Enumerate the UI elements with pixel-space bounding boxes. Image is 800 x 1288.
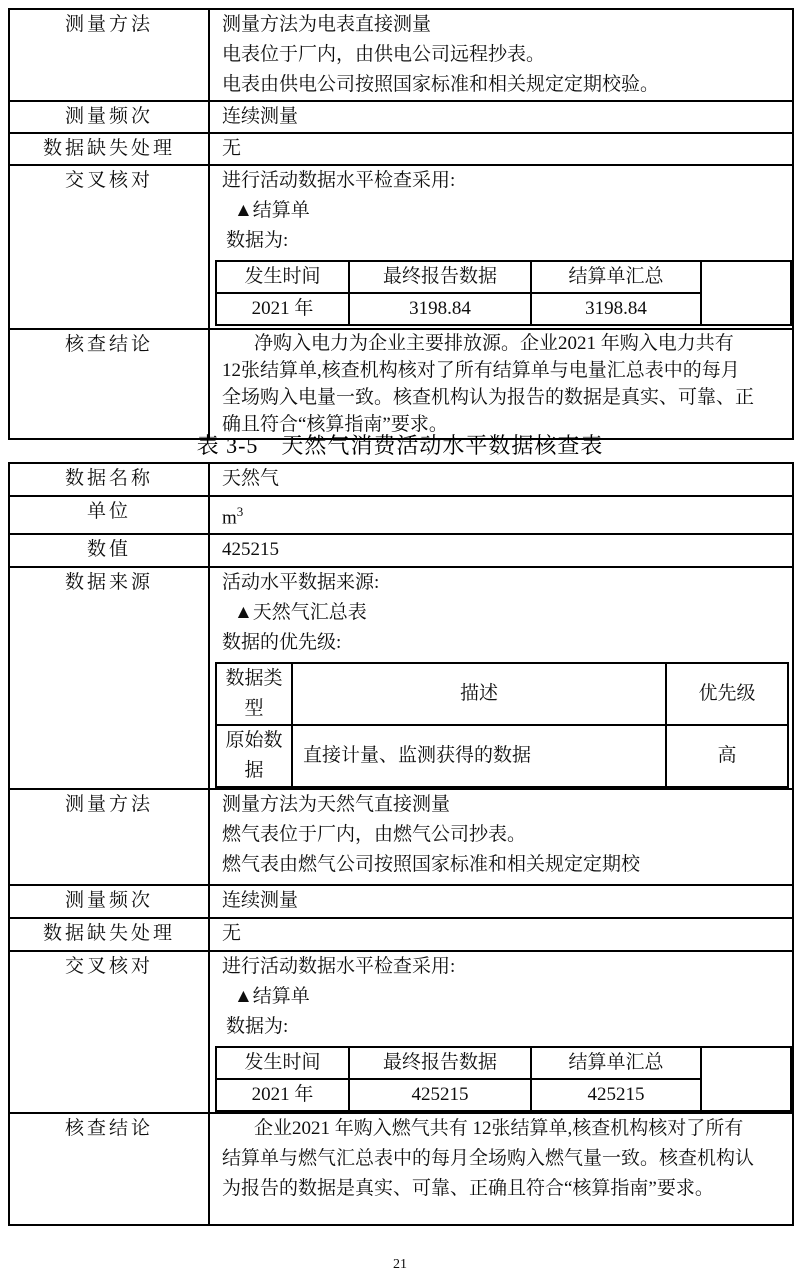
row-label: 交叉核对	[9, 951, 209, 1113]
table-row-data-name	[9, 463, 793, 496]
column-header: 最终报告数据	[349, 1047, 531, 1079]
text-line: 活动水平数据来源:	[222, 572, 380, 594]
table-row-missing-data	[9, 918, 793, 951]
column-header: 数据类型	[216, 663, 292, 725]
row-content	[209, 567, 793, 789]
row-label: 数值	[9, 534, 209, 567]
text-line: ▲结算单	[234, 200, 310, 221]
row-label: 测量方法	[9, 9, 209, 101]
row-content	[209, 133, 793, 165]
row-label: 交叉核对	[9, 165, 209, 329]
table-row-measurement-frequency	[9, 101, 793, 133]
row-label: 单位	[9, 496, 209, 534]
row-label: 数据缺失处理	[9, 133, 209, 165]
column-header: 描述	[292, 663, 666, 725]
text-line: ▲结算单	[234, 986, 310, 1008]
table-cell: 425215	[349, 1079, 531, 1111]
table-row-cross-check	[9, 951, 793, 1113]
text-line: 12张结算单,核查机构核对了所有结算单与电量汇总表中的每月	[222, 360, 740, 381]
text-line: 连续测量	[222, 890, 299, 912]
row-label: 测量频次	[9, 101, 209, 133]
text-line: 结算单与燃气汇总表中的每月全场购入燃气量一致。核查机构认	[222, 1148, 755, 1170]
table-cell: 2021 年	[216, 1079, 349, 1111]
row-label: 核查结论	[9, 329, 209, 439]
text-line: 连续测量	[222, 106, 299, 127]
table-row	[216, 1047, 791, 1079]
row-content	[209, 463, 793, 496]
text-line: 确且符合“核算指南”要求。	[222, 414, 448, 435]
text-line: 测量方法为电表直接测量	[222, 14, 432, 35]
row-content	[209, 1113, 793, 1225]
priority-table	[215, 662, 789, 788]
table-row-measurement-frequency	[9, 885, 793, 918]
column-header: 发生时间	[216, 261, 349, 293]
table-row-value	[9, 534, 793, 567]
row-content	[209, 789, 793, 885]
text-line: 燃气表由燃气公司按照国家标准和相关规定定期校	[222, 854, 641, 876]
column-header: 结算单汇总	[531, 261, 701, 293]
text-line: 天然气	[222, 468, 280, 489]
table-row-conclusion	[9, 1113, 793, 1225]
table-row	[216, 663, 788, 725]
text-line: 数据的优先级:	[222, 632, 342, 654]
row-label: 测量方法	[9, 789, 209, 885]
text-line: 燃气表位于厂内，由燃气公司抄表。	[222, 824, 527, 846]
text-line: 425215	[222, 539, 279, 561]
text-line: 全场购入电量一致。核查机构认为报告的数据是真实、可靠、正	[222, 387, 755, 408]
electricity-activity-table	[8, 8, 794, 440]
column-header: 结算单汇总	[531, 1047, 701, 1079]
text-line: 数据为:	[226, 230, 289, 251]
text-line: 无	[222, 923, 242, 945]
text-line: ▲天然气汇总表	[234, 602, 367, 624]
row-content	[209, 165, 793, 329]
table-row	[216, 261, 791, 293]
row-content	[209, 9, 793, 101]
table-cell: 直接计量、监测获得的数据	[292, 725, 666, 787]
text-line: 进行活动数据水平检查采用:	[222, 170, 456, 191]
column-header: 发生时间	[216, 1047, 349, 1079]
text-line: 电表位于厂内，由供电公司远程抄表。	[222, 44, 546, 65]
row-content	[209, 534, 793, 567]
row-content	[209, 951, 793, 1113]
text-line: 数据为:	[226, 1016, 289, 1038]
row-label: 数据缺失处理	[9, 918, 209, 951]
row-content	[209, 101, 793, 133]
table-row-conclusion	[9, 329, 793, 439]
row-label: 数据名称	[9, 463, 209, 496]
text-line: 进行活动数据水平检查采用:	[222, 956, 456, 978]
cross-check-table	[215, 1046, 792, 1112]
table-cell: 3198.84	[531, 293, 701, 325]
row-label: 核查结论	[9, 1113, 209, 1225]
text-line: 电表由供电公司按照国家标准和相关规定定期校验。	[222, 74, 660, 95]
table-row-unit	[9, 496, 793, 534]
table-cell: 3198.84	[349, 293, 531, 325]
row-content	[209, 496, 793, 534]
row-label: 数据来源	[9, 567, 209, 789]
table-row-data-source	[9, 567, 793, 789]
table-cell: 高	[666, 725, 788, 787]
table-row	[216, 725, 788, 787]
row-content	[209, 329, 793, 439]
gas-activity-table	[8, 462, 794, 1226]
row-content	[209, 918, 793, 951]
text-line: 为报告的数据是真实、可靠、正确且符合“核算指南”要求。	[222, 1178, 714, 1200]
table-row-measurement-method	[9, 789, 793, 885]
text-line: 企业2021 年购入燃气共有 12张结算单,核查机构核对了所有	[254, 1118, 744, 1140]
text-line: 无	[222, 138, 242, 159]
cross-check-table	[215, 260, 792, 326]
row-label: 测量频次	[9, 885, 209, 918]
table-3-5-title: 表 3-5 天然气消费活动水平数据核查表	[196, 433, 604, 458]
page-number: 21	[393, 1257, 407, 1272]
text-line: 净购入电力为企业主要排放源。企业2021 年购入电力共有	[254, 333, 734, 354]
row-content	[209, 885, 793, 918]
unit-superscript: 3	[236, 504, 244, 519]
unit-base: m	[222, 507, 237, 529]
table-row-measurement-method	[9, 9, 793, 101]
column-header: 最终报告数据	[349, 261, 531, 293]
column-header: 优先级	[666, 663, 788, 725]
table-cell: 原始数据	[216, 725, 292, 787]
table-cell: 425215	[531, 1079, 701, 1111]
table-cell: 2021 年	[216, 293, 349, 325]
table-row-missing-data	[9, 133, 793, 165]
empty-cell	[701, 1047, 791, 1111]
text-line: 测量方法为天然气直接测量	[222, 794, 451, 816]
unit-value	[210, 497, 792, 533]
empty-cell	[701, 261, 791, 325]
table-row-cross-check	[9, 165, 793, 329]
